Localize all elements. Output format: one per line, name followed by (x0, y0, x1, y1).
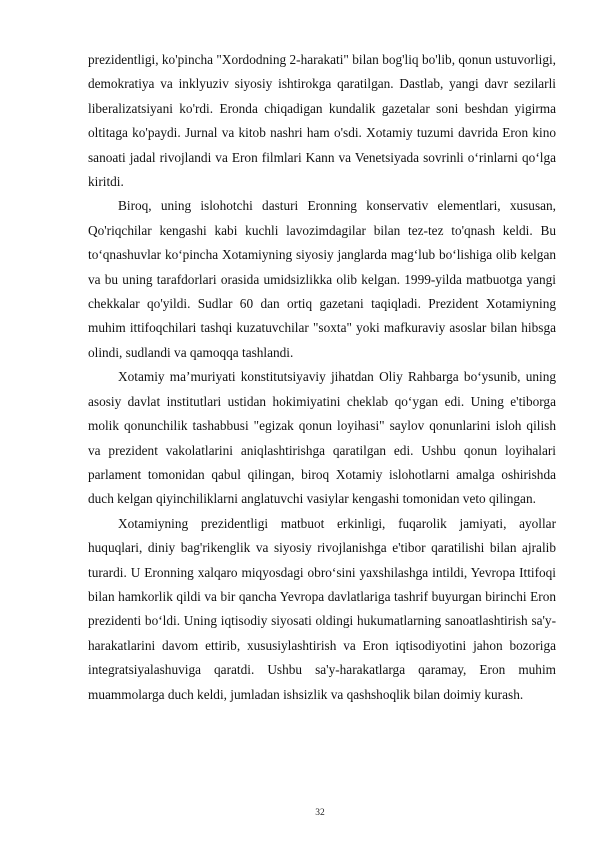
page-number: 32 (315, 808, 325, 818)
paragraph-constitutional-limits: Xotamiy ma’muriyati konstitutsiyaviy jihatdan Oliy Rahbarga bo‘ysunib, uning asosiy davlat institutlari ustidan hokimiyatini cheklab qo‘ygan edi. Uning e'tiborga molik qonunchilik tashabbusi "egizak qonun loyihasi" saylov qonunlarini isloh qilish va prezident vakolatlarini aniqlashtirishga qaratilgan edi. Ushbu qonun loyihalari parlament tomonidan qabul qilingan, biroq Xotamiy islohotlarni amalga oshirishda duch kelgan qiyinchiliklarni anglatuvchi vasiylar kengashi tomonidan veto qilingan. (88, 369, 556, 507)
paragraph-presidency-summary: Xotamiyning prezidentligi matbuot erkinligi, fuqarolik jamiyati, ayollar huquqlari, diniy bag'rikenglik va siyosiy rivojlanishga e'tibor qaratilishi bilan ajralib turardi. U Eronning xalqaro miqyosdagi obro‘sini yaxshilashga intildi, Yevropa Ittifoqi bilan hamkorlik qildi va bir qancha Yevropa davlatlariga tashrif buyurgan birinchi Eron prezidenti bo‘ldi. Uning iqtisodiy siyosati oldingi hukumatlarning sanoatlashtirish sa'y-harakatlarini davom ettirib, xususiylashtirish va Eron iqtisodiyotini jahon bozoriga integratsiyalashuviga qaratdi. Ushbu sa'y-harakatlarga qaramay, Eron muhim muammolarga duch keldi, jumladan ishsizlik va qashshoqlik bilan doimiy kurash. (88, 515, 556, 702)
paragraph-continuation: prezidentligi, ko'pincha "Xordodning 2-harakati" bilan bog'liq bo'lib, qonun ustuvorligi, demokratiya va inklyuziv siyosiy ishtirokga qaratilgan. Dastlab, yangi davr sezilarli liberalizatsiyani ko'rdi. Eronda chiqadigan kundalik gazetalar soni beshdan yigirma oltitaga ko'paydi. Jurnal va kitob nashri ham o'sdi. Xotamiy tuzumi davrida Eron kino sanoati jadal rivojlandi va Eron filmlari Kann va Venetsiyada sovrinli o‘rinlarni qo‘lga kiritdi. (88, 52, 556, 190)
paragraph-reform-conflicts: Biroq, uning islohotchi dasturi Eronning konservativ elementlari, xususan, Qo'riqchilar kengashi kabi kuchli lavozimdagilar bilan tez-tez to'qnash keldi. Bu to‘qnashuvlar ko‘pincha Xotamiyning siyosiy janglarda mag‘lub bo‘lishiga olib kelgan va bu uning tarafdorlari orasida umidsizlikka olib kelgan. 1999-yilda matbuotga yangi chekkalar qo'yildi. Sudlar 60 dan ortiq gazetani taqiqladi. Prezident Xotamiyning muhim ittifoqchilari tashqi kuzatuvchilar "soxta" yoki mafkuraviy asoslar bilan hibsga olindi, sudlandi va qamoqqa tashlandi. (88, 198, 556, 360)
document-page (88, 48, 556, 707)
